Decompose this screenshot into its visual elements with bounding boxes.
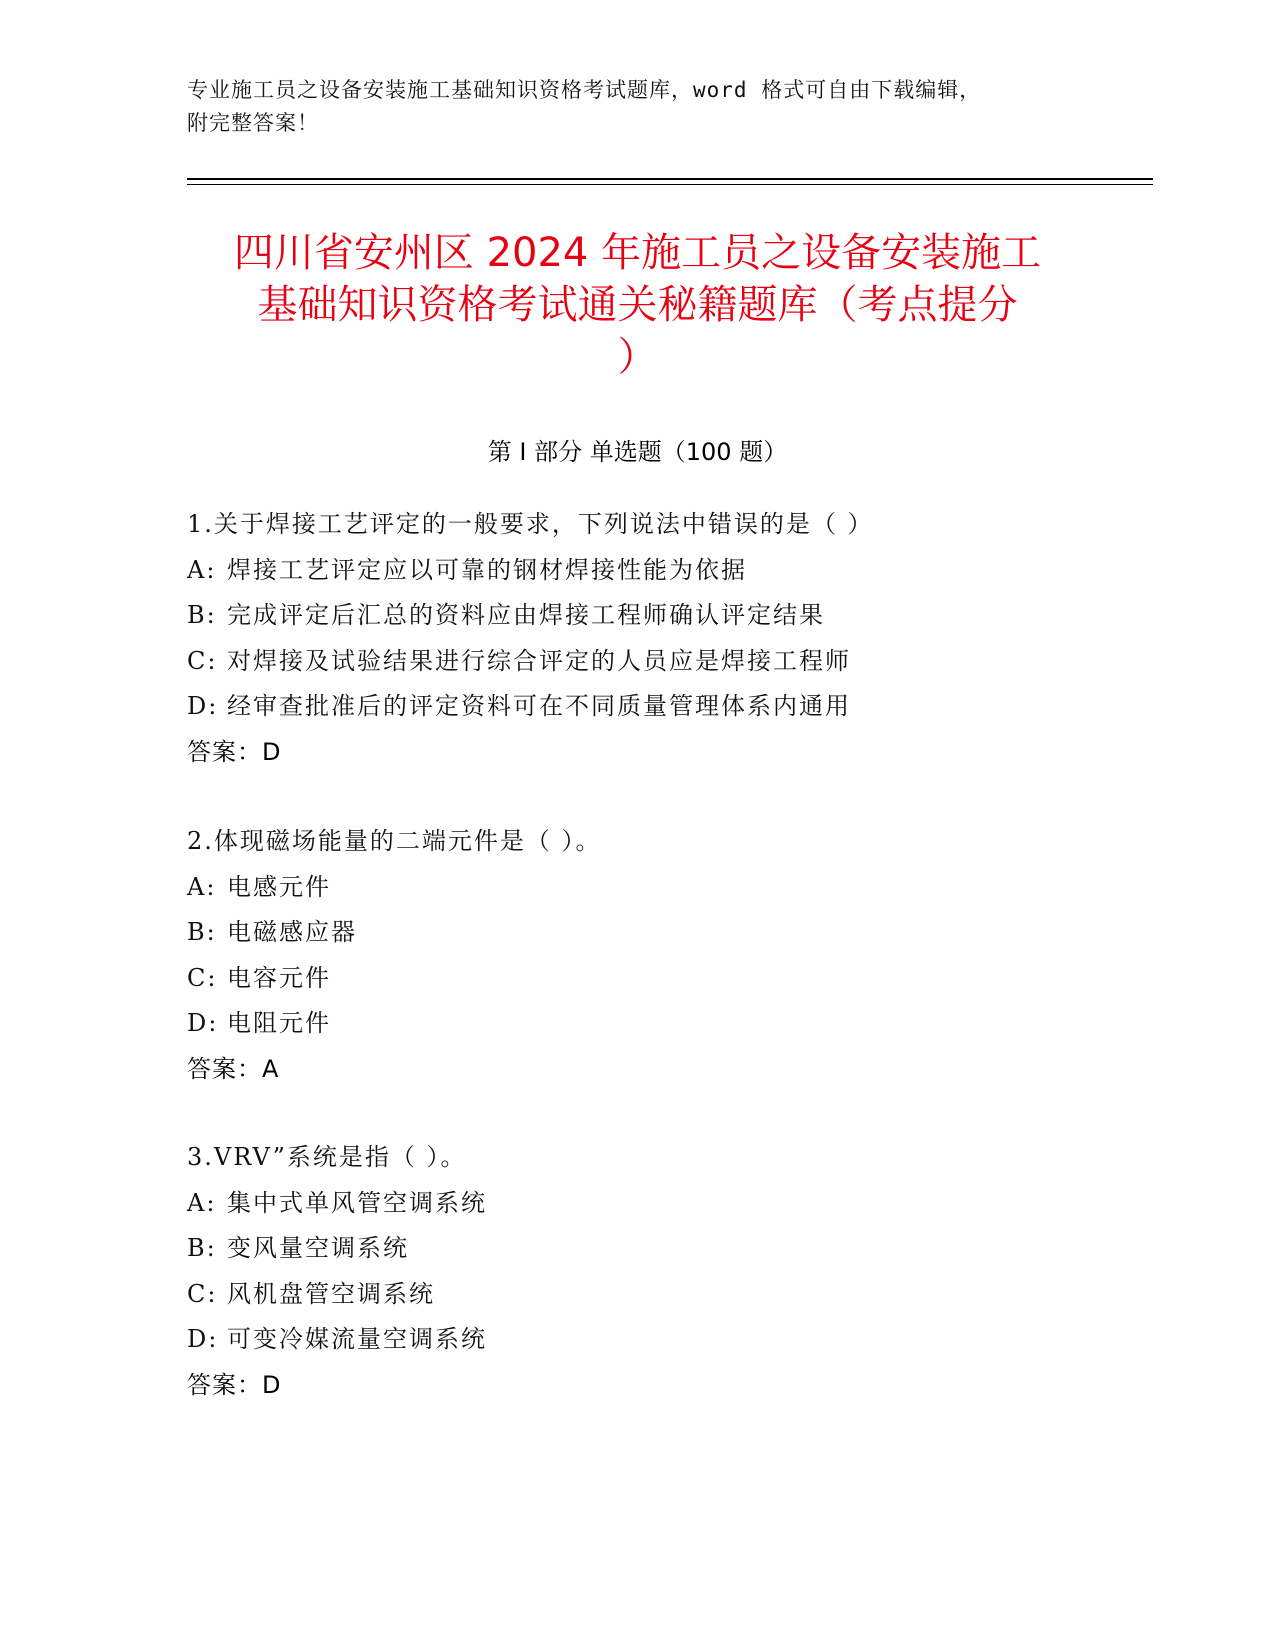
option-text: 集中式单风管空调系统 xyxy=(227,1188,487,1217)
option-text: 电阻元件 xyxy=(227,1009,331,1038)
section-heading: 第 I 部分 单选题（100 题） xyxy=(487,438,788,466)
option-text: 对焊接及试验结果进行综合评定的人员应是焊接工程师 xyxy=(227,646,851,675)
option-label: C: xyxy=(187,963,218,992)
question-stem: 3.VRV”系统是指（ ）。 xyxy=(187,1143,467,1171)
option-label: A: xyxy=(187,555,217,584)
header-note-line-1: 专业施工员之设备安装施工基础知识资格考试题库，word 格式可自由下载编辑， xyxy=(187,78,982,102)
option-text: 可变冷媒流量空调系统 xyxy=(227,1325,487,1354)
question-1 xyxy=(187,502,1088,776)
option-label: B: xyxy=(187,601,217,630)
header-note xyxy=(187,74,1087,140)
option-d xyxy=(187,1001,1088,1047)
option-b xyxy=(187,1226,1088,1272)
option-a xyxy=(187,548,1088,594)
option-label: B: xyxy=(187,1234,217,1263)
option-label: B: xyxy=(187,918,217,947)
option-c xyxy=(187,639,1088,685)
header-note-line-2: 附完整答案！ xyxy=(187,111,319,135)
option-text: 风机盘管空调系统 xyxy=(227,1279,435,1308)
option-d xyxy=(187,684,1088,730)
option-label: D: xyxy=(187,1009,219,1038)
option-text: 焊接工艺评定应以可靠的钢材焊接性能为依据 xyxy=(227,555,747,584)
option-c xyxy=(187,956,1088,1002)
option-text: 完成评定后汇总的资料应由焊接工程师确认评定结果 xyxy=(227,601,825,630)
option-a xyxy=(187,1181,1088,1227)
option-label: A: xyxy=(187,1188,217,1217)
answer: 答案：D xyxy=(187,1370,282,1399)
option-text: 经审查批准后的评定资料可在不同质量管理体系内通用 xyxy=(227,692,851,721)
option-b xyxy=(187,910,1088,956)
option-label: C: xyxy=(187,646,218,675)
header-rule-thick xyxy=(187,178,1153,180)
answer: 答案：D xyxy=(187,737,282,766)
option-label: A: xyxy=(187,872,217,901)
question-2 xyxy=(187,819,1088,1093)
question-3 xyxy=(187,1135,1088,1409)
document-title-line-3: ） xyxy=(617,334,658,380)
header-rule-thin xyxy=(187,184,1153,185)
option-label: D: xyxy=(187,1325,219,1354)
document-title-line-2: 基础知识资格考试通关秘籍题库（考点提分 xyxy=(257,282,1018,328)
option-text: 电容元件 xyxy=(227,963,331,992)
question-stem: 2.体现磁场能量的二端元件是（ ）。 xyxy=(187,827,602,855)
option-b xyxy=(187,593,1088,639)
question-stem: 1.关于焊接工艺评定的一般要求，下列说法中错误的是（ ） xyxy=(187,510,874,538)
answer: 答案：A xyxy=(187,1054,280,1083)
document-title xyxy=(187,227,1088,383)
option-c xyxy=(187,1272,1088,1318)
option-text: 电磁感应器 xyxy=(227,918,357,947)
option-d xyxy=(187,1317,1088,1363)
option-text: 电感元件 xyxy=(227,872,331,901)
option-text: 变风量空调系统 xyxy=(227,1234,409,1263)
option-label: D: xyxy=(187,692,219,721)
document-title-line-1: 四川省安州区 2024 年施工员之设备安装施工 xyxy=(233,230,1042,276)
option-label: C: xyxy=(187,1279,218,1308)
option-a xyxy=(187,865,1088,911)
